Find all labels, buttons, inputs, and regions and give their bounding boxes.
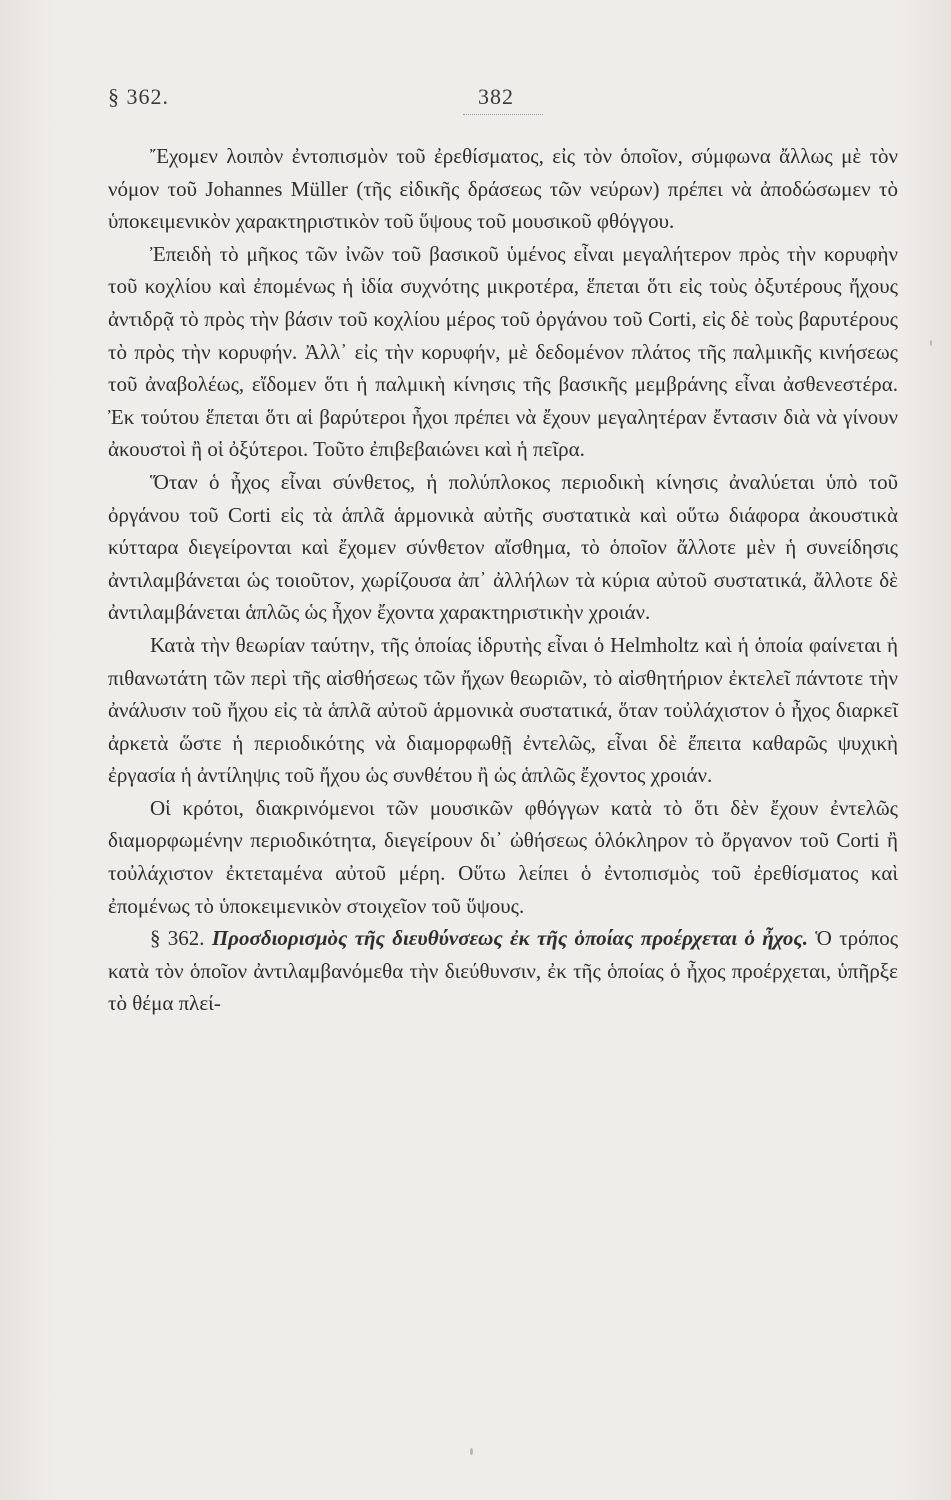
paragraph-2: Ἐπειδὴ τὸ μῆκος τῶν ἰνῶν τοῦ βασικοῦ ὑμένος εἶναι μεγαλήτερον πρὸς τὴν κορυφὴν τοῦ κοχλίου καὶ ἐπομένως ἡ ἰδία συχνότης μικροτέρα, ἕπεται ὅτι εἰς τοὺς ὀξυτέρους ἤχους ἀντιδρᾷ τὸ πρὸς τὴν βάσιν τοῦ κοχλίου μέρος τοῦ ὀργάνου τοῦ Corti, εἰς δὲ τοὺς βαρυτέρους τὸ πρὸς τὴν κορυφήν. Ἀλλ᾽ εἰς τὴν κορυφήν, μὲ δεδομένον πλάτος τῆς παλμικῆς κινήσεως τοῦ ἀναβολέως, εἴδομεν ὅτι ἡ παλμικὴ κίνησις τῆς βασικῆς μεμβράνης εἶναι ἀσθενεστέρα. Ἐκ τούτου ἕπεται ὅτι αἱ βαρύτεροι ἦχοι πρέπει νὰ ἔχουν μεγαλητέραν ἔντασιν διὰ νὰ γίνουν ἀκουστοὶ ἢ οἱ ὀξύτεροι. Τοῦτο ἐπιβεβαιώνει καὶ ἡ πεῖρα. (108, 241, 898, 462)
section-362-number: § 362. (150, 926, 205, 951)
paragraph-5: Οἱ κρότοι, διακρινόμενοι τῶν μουσικῶν φθόγγων κατὰ τὸ ὅτι δὲν ἔχουν ἐντελῶς διαμορφωμένην περιοδικότητα, διεγείρουν δι᾽ ὠθήσεως ὁλόκληρον τὸ ὄργανον τοῦ Corti ἢ τοὐλάχιστον ἐκτεταμένα αὐτοῦ μέρη. Οὕτω λείπει ὁ ἐντοπισμὸς τοῦ ἐρεθίσματος καὶ ἐπομένως τὸ ὑποκειμενικὸν στοιχεῖον τοῦ ὕψους. (108, 795, 898, 918)
page-number: 382 (478, 84, 514, 109)
paragraph-3: Ὅταν ὁ ἦχος εἶναι σύνθετος, ἡ πολύπλοκος περιοδικὴ κίνησις ἀναλύεται ὑπὸ τοῦ ὀργάνου τοῦ Corti εἰς τὰ ἁπλᾶ ἁρμονικὰ αὐτῆς συστατικὰ καὶ οὕτω διάφορα ἀκουστικὰ κύτταρα διεγείρονται καὶ ἔχομεν σύνθετον αἴσθημα, τὸ ὁποῖον ἄλλοτε μὲν ἡ συνείδησις ἀντιλαμβάνεται ὡς τοιοῦτον, χωρίζουσα ἀπ᾽ ἀλλήλων τὰ κύρια αὐτοῦ συστατικά, ἄλλοτε δὲ ἀντιλαμβάνεται ἁπλῶς ὡς ἦχον ἔχοντα χαρακτηριστικὴν χροιάν. (108, 469, 898, 625)
scan-speck (470, 1448, 473, 1455)
section-362-heading: Προσδιορισμὸς τῆς διευθύνσεως ἐκ τῆς ὁποίας προέρχεται ὁ ἦχος. (211, 926, 808, 951)
page-body (108, 140, 898, 1020)
header-rule (463, 114, 543, 115)
running-header (108, 84, 908, 116)
section-362-paragraph (108, 922, 898, 1020)
header-section-number: § 362. (108, 84, 169, 109)
scan-speck (930, 340, 932, 346)
paragraph-1: Ἔχομεν λοιπὸν ἐντοπισμὸν τοῦ ἐρεθίσματος, εἰς τὸν ὁποῖον, σύμφωνα ἄλλως μὲ τὸν νόμον τοῦ Johannes Müller (τῆς εἰδικῆς δράσεως τῶν νεύρων) πρέπει νὰ ἀποδώσωμεν τὸ ὑποκειμενικὸν χαρακτηριστικὸν τοῦ ὕψους τοῦ μουσικοῦ φθόγγου. (108, 144, 898, 234)
paragraph-4: Κατὰ τὴν θεωρίαν ταύτην, τῆς ὁποίας ἱδρυτὴς εἶναι ὁ Helmholtz καὶ ἡ ὁποία φαίνεται ἡ πιθανωτάτη τῶν περὶ τῆς αἰσθήσεως τῶν ἤχων θεωριῶν, τὸ αἰσθητήριον ἐκτελεῖ πάντοτε τὴν ἀνάλυσιν τοῦ ἤχου εἰς τὰ ἁπλᾶ αὐτοῦ ἁρμονικὰ συστατικά, ὅταν τοὐλάχιστον ὁ ἦχος διαρκεῖ ἀρκετὰ ὥστε ἡ περιοδικότης νὰ διαμορφωθῇ ἐντελῶς, εἶναι δὲ ἔπειτα καθαρῶς ψυχικὴ ἐργασία ἡ ἀντίληψις τοῦ ἤχου ὡς συνθέτου ἢ ὡς ἁπλῶς ἔχοντος χροιάν. (108, 632, 898, 788)
section-362-text: Ὁ τρόπος κατὰ τὸν ὁποῖον ἀντιλαμβανόμεθα τὴν διεύθυνσιν, ἐκ τῆς ὁποίας ὁ ἦχος προέρχεται, ὑπῆρξε τὸ θέμα πλεί- (108, 926, 899, 1016)
